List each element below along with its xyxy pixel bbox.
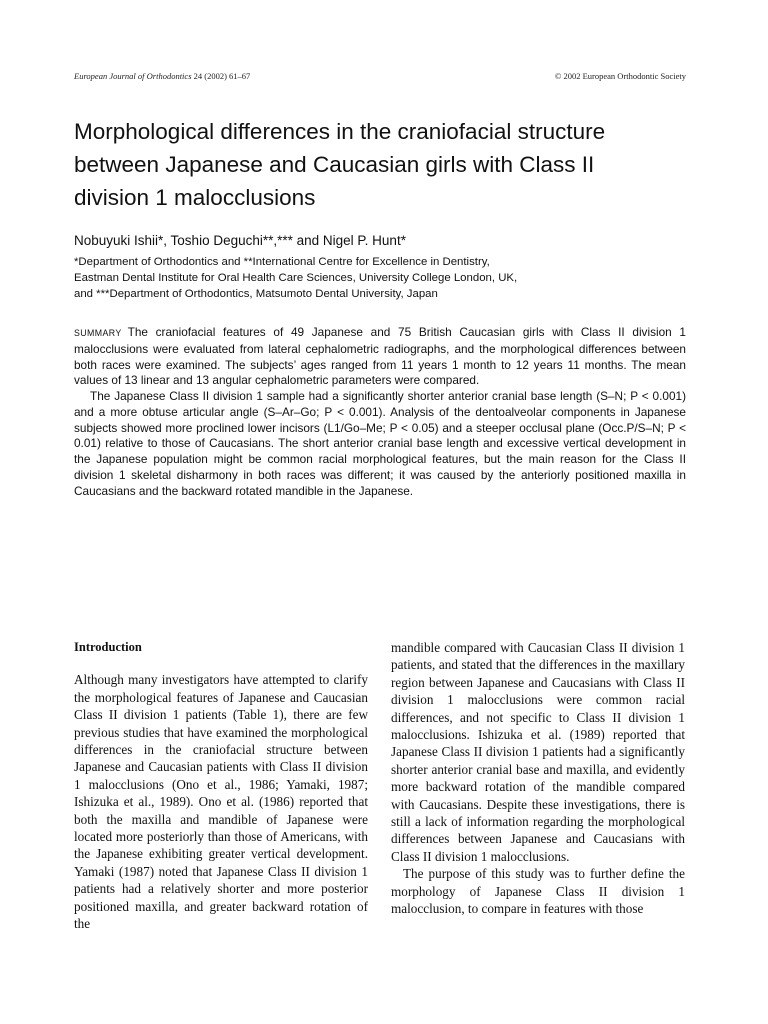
affiliations	[74, 254, 694, 302]
journal-citation	[74, 71, 250, 81]
abstract-paragraph	[74, 325, 686, 389]
running-header	[74, 71, 686, 81]
abstract-paragraph: The Japanese Class II division 1 sample had a significantly shorter anterior cranial base length (S–N; P < 0.001) and a more obtuse articular angle (S–Ar–Go; P < 0.001). Analysis of the dentoalveolar components in Japanese subjects showed more proclined lower incisors (L1/Go–Me; P < 0.05) and a steeper occlusal plane (Occ.P/S–N; P < 0.01) relative to those of Caucasians. The short anterior cranial base length and excessive vertical development in the Japanese population might be common racial morphological features, but the main reason for the Class II division 1 skeletal disharmony in both races was different; it was caused by the anteriorly positioned maxilla in Caucasians and the backward rotated mandible in the Japanese.	[74, 389, 686, 498]
summary-label: SUMMARY	[74, 328, 122, 338]
affiliation-line: Eastman Dental Institute for Oral Health Care Sciences, University College London, UK,	[74, 272, 518, 284]
author-list: Nobuyuki Ishii*, Toshio Deguchi**,*** and Nigel P. Hunt*	[74, 233, 406, 248]
affiliation-line: and ***Department of Orthodontics, Matsumoto Dental University, Japan	[74, 288, 438, 300]
article-title	[74, 115, 694, 214]
title-line: Morphological differences in the craniofacial structure	[74, 119, 606, 144]
title-line: division 1 malocclusions	[74, 185, 316, 210]
journal-name: European Journal of Orthodontics	[74, 71, 192, 81]
abstract-text: The craniofacial features of 49 Japanese and 75 British Caucasian girls with Class II division 1 malocclusions were evaluated from lateral cephalometric radiographs, and the morphological differences between both races were examined. The subjects’ ages ranged from 11 years 1 month to 12 years 11 months. The mean values of 13 linear and 13 angular cephalometric parameters were compared.	[74, 325, 686, 388]
body-paragraph: The purpose of this study was to further define the morphology of Japanese Class II division 1 malocclusion, to compare in features with those	[391, 866, 685, 917]
section-heading-introduction: Introduction	[74, 640, 142, 654]
affiliation-line: *Department of Orthodontics and **International Centre for Excellence in Dentistry,	[74, 256, 490, 268]
body-column-left	[74, 639, 368, 933]
journal-volume-pages: 24 (2002) 61–67	[191, 71, 251, 81]
body-paragraph: Although many investigators have attempted to clarify the morphological features of Japanese and Caucasian Class II division 1 patients (Table 1), there are few previous studies that have examined the morphological differences in the craniofacial structure between Japanese and Caucasian patients with Class II division 1 malocclusions (Ono et al., 1986; Yamaki, 1987; Ishizuka et al., 1989). Ono et al. (1986) reported that both the maxilla and mandible of Japanese were located more posteriorly than those of Americans, with the Japanese exhibiting greater vertical development. Yamaki (1987) noted that Japanese Class II division 1 patients had a relatively shorter and more posterior positioned maxilla, and greater backward rotation of the	[74, 672, 368, 932]
copyright-notice: © 2002 European Orthodontic Society	[554, 71, 686, 81]
body-paragraph: mandible compared with Caucasian Class II division 1 patients, and stated that the differences in the maxillary region between Japanese and Caucasians with Class II division 1 malocclusions were common racial differences, and not specific to Class II division 1 malocclusions. Ishizuka et al. (1989) reported that Japanese Class II division 1 patients had a significantly shorter anterior cranial base and maxilla, and evidently more backward rotation of the mandible compared with Caucasians. Despite these investigations, there is still a lack of information regarding the morphological differences between Japanese and Caucasians with Class II division 1 malocclusions.	[391, 640, 685, 864]
abstract	[74, 325, 686, 499]
body-column-right	[391, 639, 685, 918]
title-line: between Japanese and Caucasian girls with Class II	[74, 152, 595, 177]
